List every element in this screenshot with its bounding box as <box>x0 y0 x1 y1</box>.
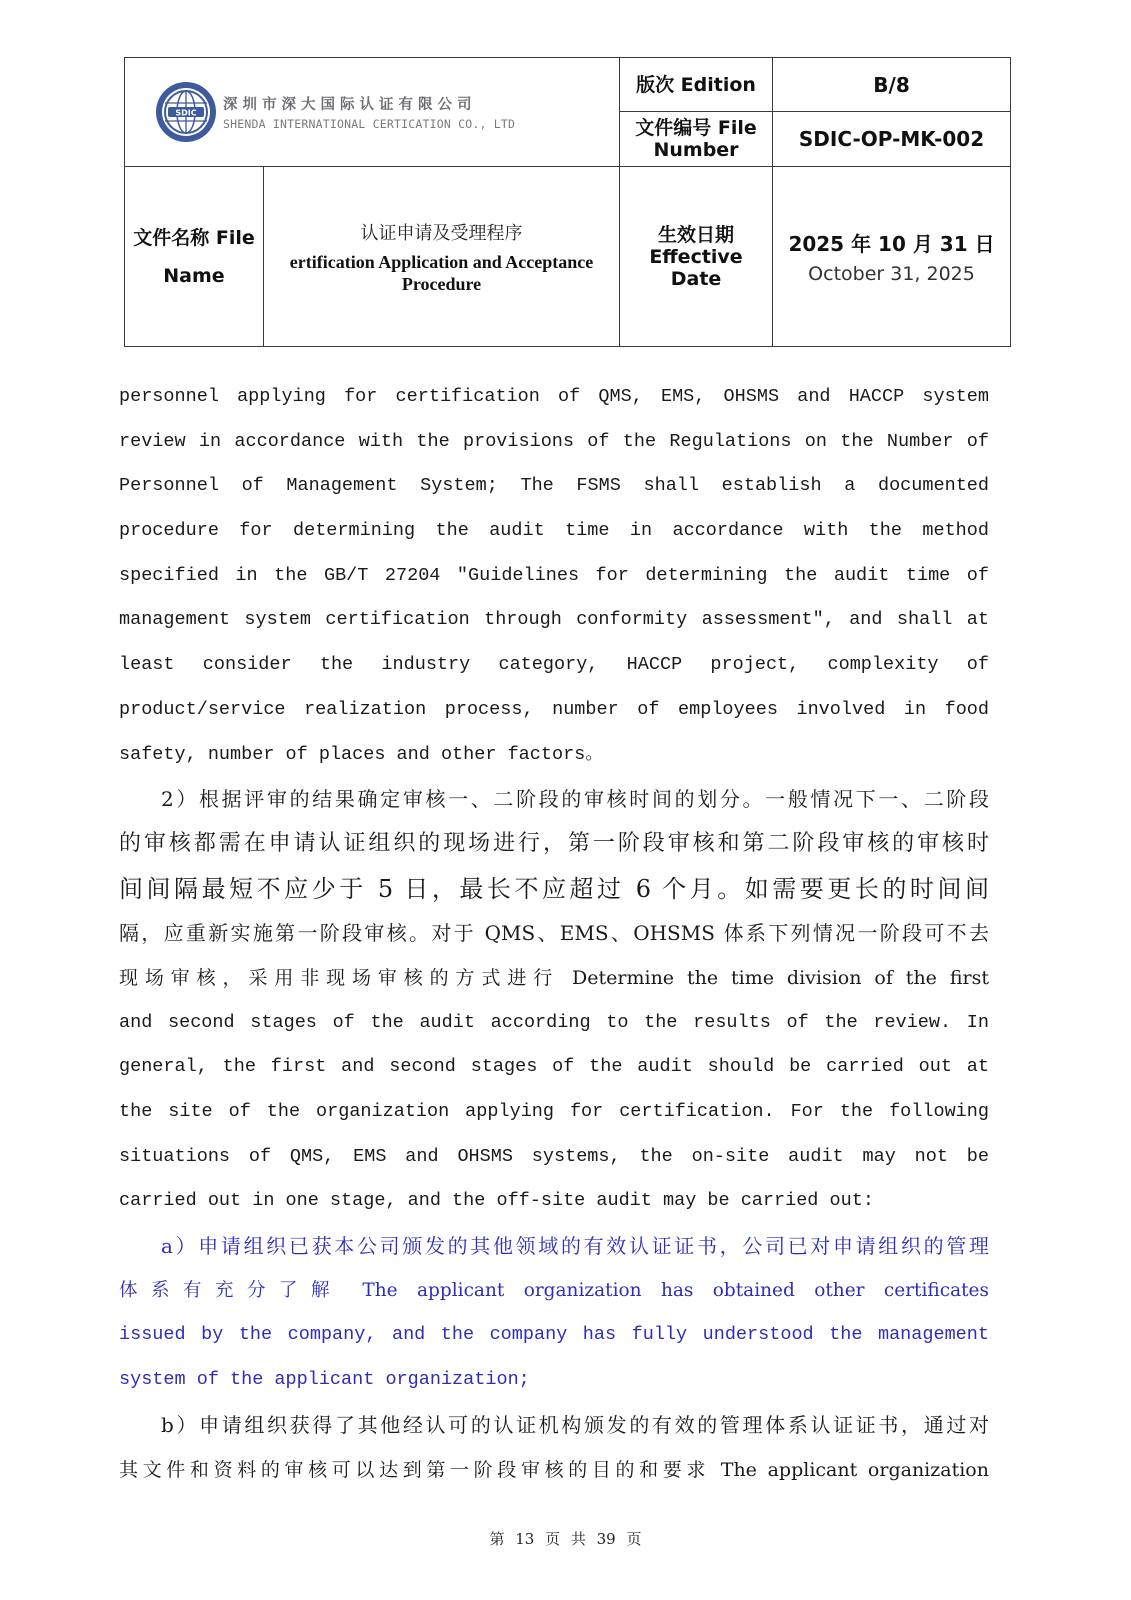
file-name-cn: 认证申请及受理程序 <box>360 222 523 244</box>
company-logo-cell <box>125 58 620 167</box>
body-line: review in accordance with the provisions of the Regulations on the Number of <box>119 430 989 452</box>
sdic-logo-icon <box>155 81 217 143</box>
document-header-table <box>124 57 1011 347</box>
body-line: situations of QMS, EMS and OHSMS systems, the on-site audit may not be <box>119 1145 989 1167</box>
effective-label-line2: Effective <box>649 245 743 268</box>
body-line: procedure for determining the audit time in accordance with the method <box>119 520 989 542</box>
effective-date-label <box>620 167 773 347</box>
body-line-item-a: a）申请组织已获本公司颁发的其他领域的有效认证证书，公司已对申请组织的管理 <box>161 1234 989 1259</box>
file-name-label-line1: 文件名称 File <box>133 226 255 249</box>
body-line: least consider the industry category, HACCP project, complexity of <box>119 654 989 676</box>
body-line: personnel applying for certification of QMS, EMS, OHSMS and HACCP system <box>119 386 989 407</box>
body-line: and second stages of the audit according to the results of the review. In <box>119 1011 989 1033</box>
effective-date-cn: 2025 年 10 月 31 日 <box>788 232 995 256</box>
body-line: 隔，应重新实施第一阶段审核。对于 QMS、EMS、OHSMS 体系下列情况一阶段可不去 <box>119 921 989 946</box>
body-line: product/service realization process, number of employees involved in food <box>119 698 989 720</box>
body-line: issued by the company, and the company has fully understood the management <box>119 1324 989 1346</box>
file-name-en-line1: ertification Application and Acceptance <box>289 251 594 272</box>
edition-label: 版次 Edition <box>620 58 773 112</box>
effective-date-en: October 31, 2025 <box>808 263 975 285</box>
logo-text: SDIC <box>175 108 197 118</box>
file-name-value <box>264 167 620 347</box>
file-number-label-line1: 文件编号 File <box>635 117 757 139</box>
effective-label-line1: 生效日期 <box>658 223 735 246</box>
body-line-item-2: 2）根据评审的结果确定审核一、二阶段的审核时间的划分。一般情况下一、二阶段 <box>161 787 989 812</box>
body-line: the site of the organization applying for certification. For the following <box>119 1101 989 1122</box>
body-line: safety, number of places and other factors。 <box>119 743 604 765</box>
edition-value: B/8 <box>773 58 1011 112</box>
body-line: carried out in one stage, and the off-site audit may be carried out: <box>119 1190 874 1212</box>
body-line: 其文件和资料的审核可以达到第一阶段审核的目的和要求 The applicant organization <box>119 1458 989 1481</box>
file-number-label-line2: Number <box>653 139 739 161</box>
file-name-en-line2: Procedure <box>401 273 482 294</box>
body-line-item-b: b）申请组织获得了其他经认可的认证机构颁发的有效的管理体系认证证书，通过对 <box>161 1412 989 1437</box>
effective-date-value <box>773 167 1011 347</box>
effective-label-line3: Date <box>670 267 722 290</box>
file-name-label <box>125 167 264 347</box>
body-line: general, the first and second stages of the audit should be carried out at <box>119 1056 989 1078</box>
body-line: Personnel of Management System; The FSMS shall establish a documented <box>119 475 989 497</box>
company-name-cn: 深圳市深大国际认证有限公司 <box>223 97 477 113</box>
body-line: 体系有充分了解 The applicant organization has obtained other certificates <box>119 1279 989 1301</box>
file-number-value: SDIC-OP-MK-002 <box>773 112 1011 167</box>
body-line: 间间隔最短不应少于 5 日，最长不应超过 6 个月。如需要更长的时间间 <box>119 874 989 903</box>
body-line: 的审核都需在申请认证组织的现场进行，第一阶段审核和第二阶段审核的审核时 <box>119 830 989 856</box>
body-line: 现场审核，采用非现场审核的方式进行 Determine the time division of the first <box>119 966 989 989</box>
body-line: management system certification through conformity assessment″, and shall at <box>119 609 989 631</box>
file-name-label-line2: Name <box>163 264 225 287</box>
file-number-label <box>620 112 773 167</box>
body-line: system of the applicant organization; <box>119 1369 530 1391</box>
company-name-en: SHENDA INTERNATIONAL CERTICATION CO., LTD <box>223 117 516 131</box>
body-line: specified in the GB/T 27204 ″Guidelines for determining the audit time of <box>119 564 989 586</box>
document-body <box>119 375 989 1492</box>
page-number-footer: 第 13 页 共 39 页 <box>489 1530 642 1548</box>
